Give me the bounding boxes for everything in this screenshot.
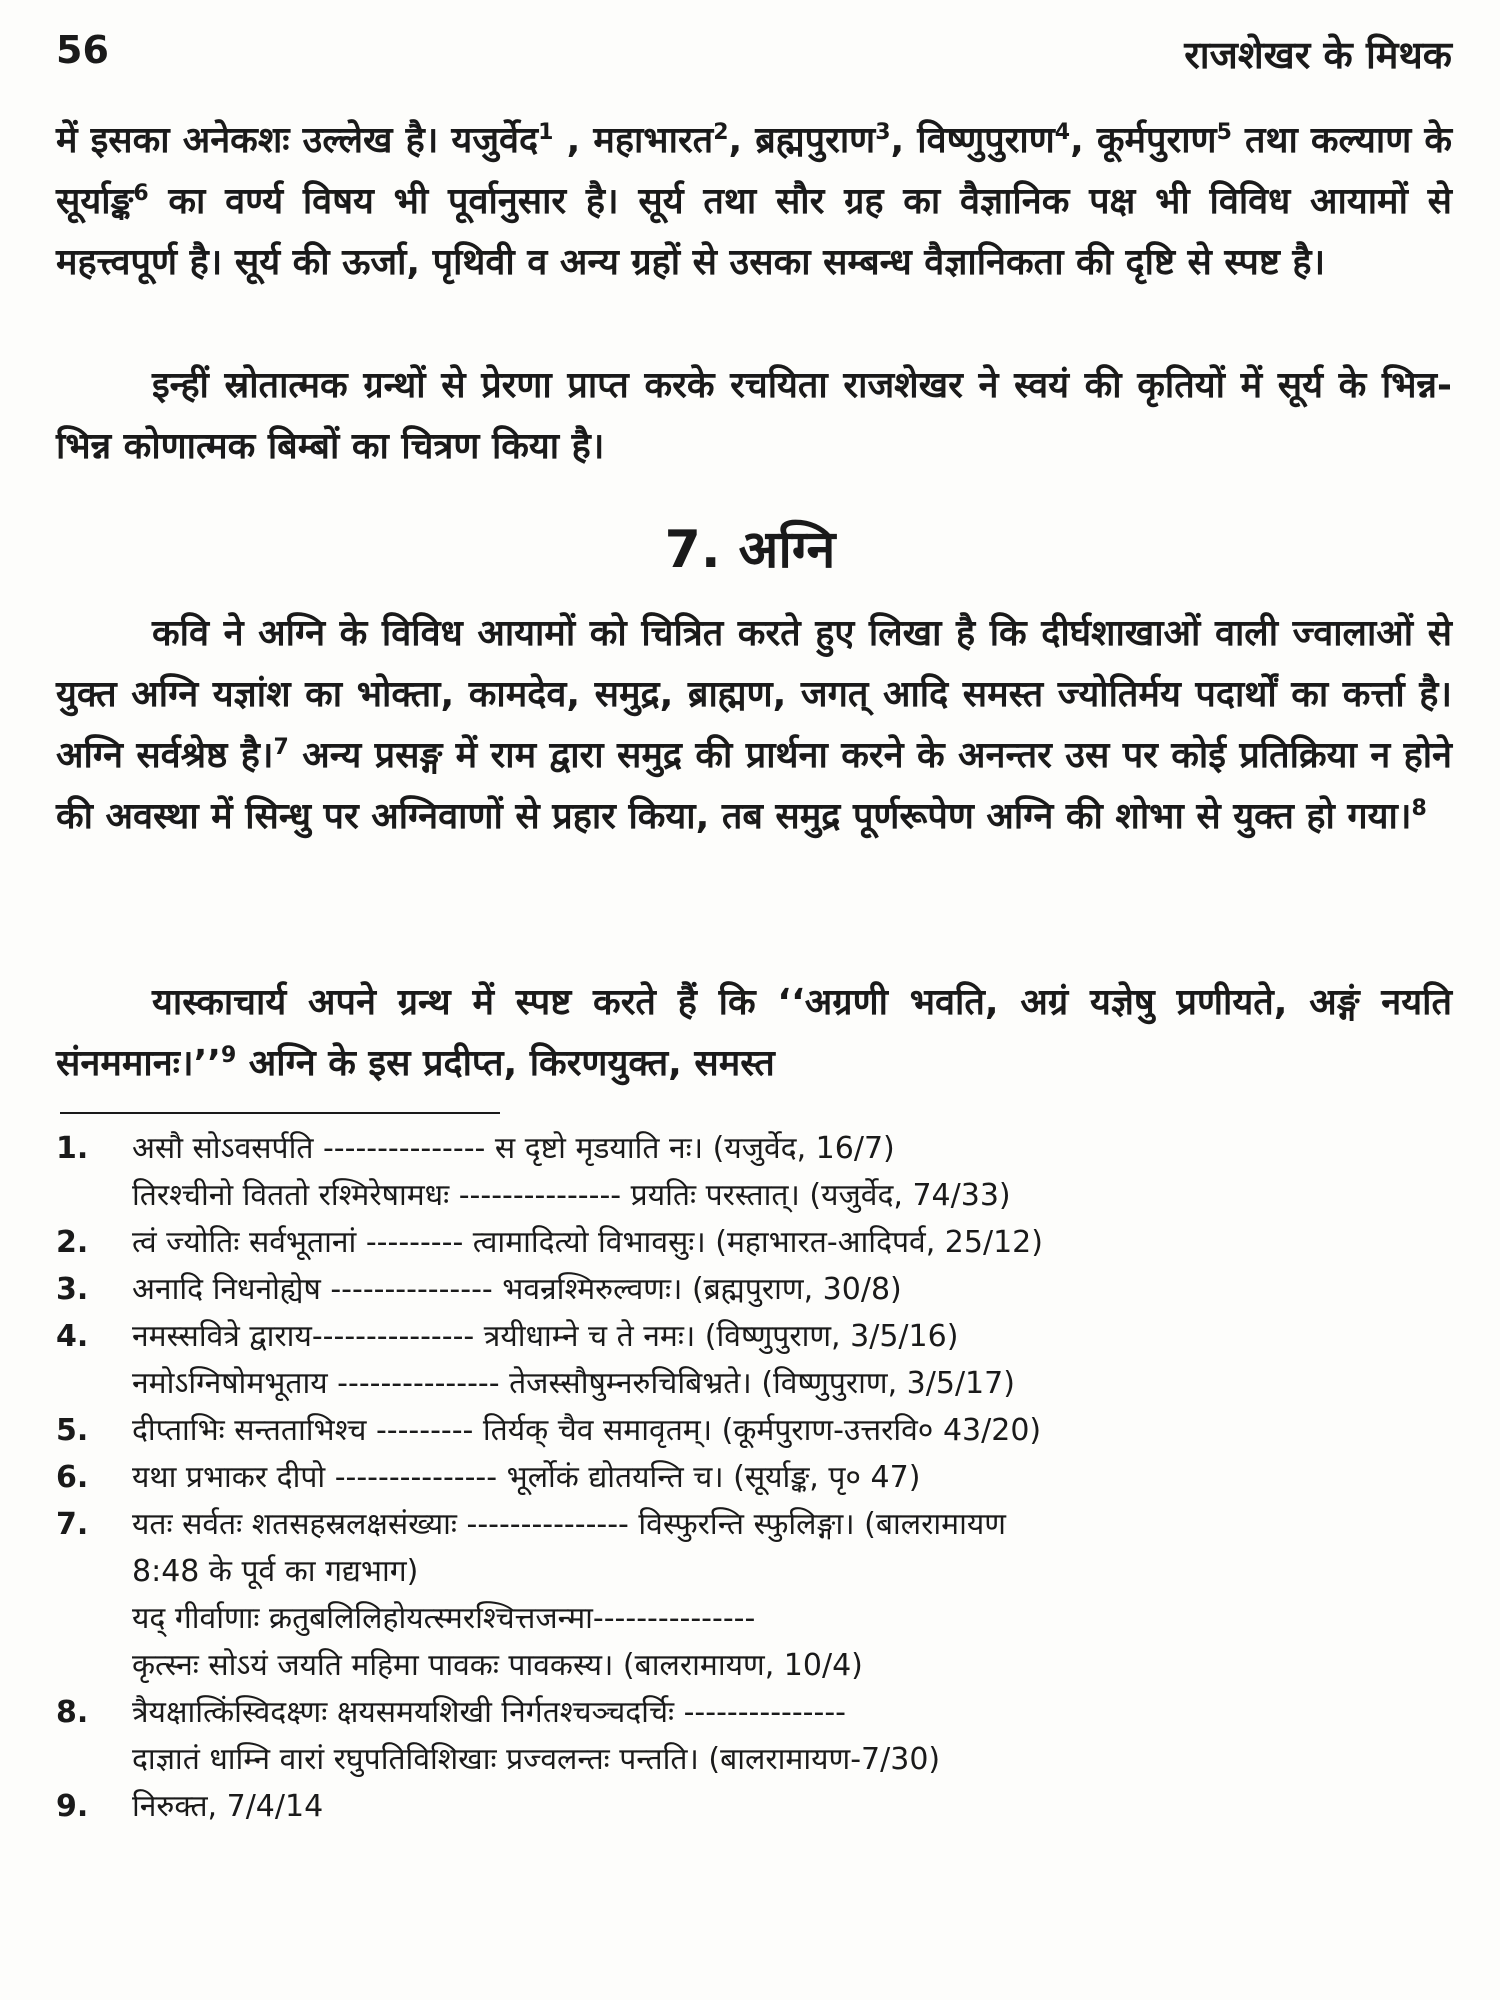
paragraph-3 <box>56 603 1452 847</box>
footnote-line: त्रैयक्षात्किंस्विदक्ष्णः क्षयसमयशिखी निर्गतश्चञ्चदर्चिः --------------- <box>132 1695 846 1730</box>
footnote-line: 8:48 के पूर्व का गद्यभाग) <box>132 1554 419 1589</box>
footnote-number: 8. <box>56 1695 89 1730</box>
running-title: राजशेखर के मिथक <box>1184 33 1452 77</box>
footnote-line: तिरश्चीनो विततो रश्मिरेषामधः --------------- प्रयतिः परस्तात्। (यजुर्वेद, 74/33) <box>132 1178 1011 1213</box>
footnote-body <box>132 1266 1452 1313</box>
paragraph-text: , कूर्मपुराण <box>1070 120 1217 161</box>
footnote-ref: 6 <box>133 181 149 206</box>
footnote-line: दाज्ञातं धाम्नि वारां रघुपतिविशिखाः प्रज्वलन्तः पन्तति। (बालरामायण-7/30) <box>132 1742 941 1777</box>
footnote-ref: 9 <box>220 1043 237 1068</box>
footnote-9 <box>56 1783 1452 1830</box>
footnote-ref: 3 <box>875 120 891 145</box>
footnote-body <box>132 1407 1452 1454</box>
section-heading: 7. अग्नि <box>664 520 836 580</box>
footnote-line: नमस्सवित्रे द्वाराय--------------- त्रयीधाम्ने च ते नमः। (विष्णुपुराण, 3/5/16) <box>132 1319 959 1354</box>
page-header <box>56 28 1452 88</box>
paragraph-text: , महाभारत <box>553 120 714 161</box>
paragraph-1 <box>56 110 1452 293</box>
paragraph-text: यास्काचार्य अपने ग्रन्थ में स्पष्ट करते हैं कि ‘‘अग्रणी भवति, अग्रं यज्ञेषु प्रणीयते, अङ्गं नयति संनममानः।’’ <box>56 982 1452 1084</box>
paragraph-text: अग्नि के इस प्रदीप्त, किरणयुक्त, समस्त <box>236 1043 775 1084</box>
footnote-ref: 7 <box>273 735 289 760</box>
footnote-line: त्वं ज्योतिः सर्वभूतानां --------- त्वामादित्यो विभावसुः। (महाभारत-आदिपर्व, 25/12) <box>132 1225 1043 1260</box>
footnote-line: कृत्स्नः सोऽयं जयति महिमा पावकः पावकस्य। (बालरामायण, 10/4) <box>132 1648 863 1683</box>
footnote-6 <box>56 1454 1452 1501</box>
footnote-line: नमोऽग्निषोमभूताय --------------- तेजस्सौषुम्नरुचिबिभ्रते। (विष्णुपुराण, 3/5/17) <box>132 1366 1015 1401</box>
footnote-line: असौ सोऽवसर्पति --------------- स दृष्टो मृडयाति नः। (यजुर्वेद, 16/7) <box>132 1131 895 1166</box>
footnote-body <box>132 1219 1452 1266</box>
footnote-7 <box>56 1501 1452 1689</box>
footnote-ref: 4 <box>1054 120 1071 145</box>
paragraph-text: , विष्णुपुराण <box>890 120 1055 161</box>
footnote-line: अनादि निधनोह्येष --------------- भवन्रश्मिरुल्वणः। (ब्रह्मपुराण, 30/8) <box>132 1272 902 1307</box>
footnote-line: निरुक्त, 7/4/14 <box>132 1789 324 1824</box>
paragraph-text: अन्य प्रसङ्ग में राम द्वारा समुद्र की प्रार्थना करने के अनन्तर उस पर कोई प्रतिक्रिया न होने की अवस्था में सिन्धु पर अग्निवाणों से प्रहार किया, तब समुद्र पूर्णरूपेण अग्नि की शोभा से युक्त हो गया। <box>56 735 1453 837</box>
footnote-line: दीप्ताभिः सन्तताभिश्च --------- तिर्यक् चैव समावृतम्। (कूर्मपुराण-उत्तरवि० 43/20) <box>132 1413 1042 1448</box>
footnote-4 <box>56 1313 1452 1407</box>
footnote-1 <box>56 1125 1452 1219</box>
footnote-body <box>132 1125 1452 1219</box>
paragraph-text: में इसका अनेकशः उल्लेख है। यजुर्वेद <box>56 120 539 161</box>
footnote-line: यद् गीर्वाणाः क्रतुबलिलिहोयत्स्मरश्चित्तजन्मा--------------- <box>132 1601 756 1636</box>
paragraph-text: का वर्ण्य विषय भी पूर्वानुसार है। सूर्य तथा सौर ग्रह का वैज्ञानिक पक्ष भी विविध आयामों से महत्त्वपूर्ण है। सूर्य की ऊर्जा, पृथिवी व अन्य ग्रहों से उसका सम्बन्ध वैज्ञानिकता की दृष्टि से स्पष्ट है। <box>56 181 1452 283</box>
footnote-number: 9. <box>56 1789 89 1824</box>
footnote-divider <box>60 1112 500 1114</box>
footnotes <box>56 1125 1452 1830</box>
footnote-8 <box>56 1689 1452 1783</box>
paragraph-text: , ब्रह्मपुराण <box>728 120 876 161</box>
footnote-number: 1. <box>56 1131 89 1166</box>
footnote-number: 7. <box>56 1507 89 1542</box>
footnote-ref: 1 <box>538 120 554 145</box>
paragraph-4 <box>56 972 1452 1094</box>
footnote-ref: 8 <box>1411 796 1427 821</box>
footnote-line: यतः सर्वतः शतसहस्रलक्षसंख्याः --------------- विस्फुरन्ति स्फुलिङ्गा। (बालरामायण <box>132 1507 1006 1542</box>
footnote-ref: 5 <box>1216 120 1232 145</box>
footnote-body <box>132 1454 1452 1501</box>
footnote-number: 5. <box>56 1413 89 1448</box>
footnote-body <box>132 1783 1452 1830</box>
paragraph-text: कवि ने अग्नि के विविध आयामों को चित्रित करते हुए लिखा है कि दीर्घशाखाओं वाली ज्वालाओं से युक्त अग्नि यज्ञांश का भोक्ता, कामदेव, समुद्र, ब्राह्मण, जगत् आदि समस्त ज्योतिर्मय पदार्थों का कर्त्ता है। अग्नि सर्वश्रेष्ठ है। <box>56 613 1452 776</box>
paragraph-text: तथा कल्याण के सूर्याङ्क <box>56 120 1452 222</box>
paragraph-text: इन्हीं स्रोतात्मक ग्रन्थों से प्रेरणा प्राप्त करके रचयिता राजशेखर ने स्वयं की कृतियों में सूर्य के भिन्न-भिन्न कोणात्मक बिम्बों का चित्रण किया है। <box>56 365 1452 467</box>
footnote-body <box>132 1313 1452 1407</box>
footnote-2 <box>56 1219 1452 1266</box>
footnote-number: 4. <box>56 1319 89 1354</box>
footnote-body <box>132 1689 1452 1783</box>
footnote-ref: 2 <box>713 120 729 145</box>
footnote-3 <box>56 1266 1452 1313</box>
paragraph-2 <box>56 355 1452 477</box>
page-number: 56 <box>56 28 109 72</box>
footnote-number: 6. <box>56 1460 89 1495</box>
footnote-number: 2. <box>56 1225 89 1260</box>
footnote-body <box>132 1501 1452 1689</box>
footnote-number: 3. <box>56 1272 89 1307</box>
footnote-line: यथा प्रभाकर दीपो --------------- भूर्लोकं द्योतयन्ति च। (सूर्याङ्क, पृ० 47) <box>132 1460 921 1495</box>
footnote-5 <box>56 1407 1452 1454</box>
